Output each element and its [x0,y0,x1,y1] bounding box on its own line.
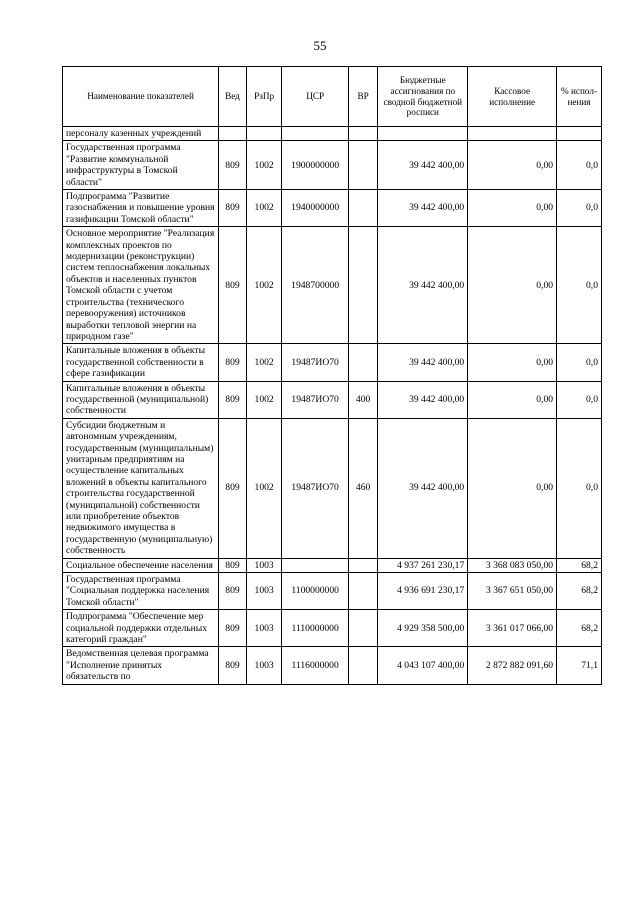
row-ved: 809 [219,141,247,190]
row-csr: 1900000000 [282,141,348,190]
table-row [63,190,602,227]
header-percent: % испол-нения [557,67,602,127]
row-csr [282,558,348,572]
table-row [63,558,602,572]
row-budget [378,127,468,141]
row-ved [219,127,247,141]
row-rzpr: 1002 [246,141,282,190]
row-percent: 0,0 [557,381,602,418]
row-ved: 809 [219,381,247,418]
row-csr: 1948700000 [282,227,348,344]
row-csr: 1100000000 [282,573,348,610]
row-csr: 19487ИО70 [282,344,348,381]
row-rzpr: 1002 [246,227,282,344]
row-cash: 0,00 [468,141,557,190]
header-rzpr: РзПр [246,67,282,127]
row-vr [348,141,378,190]
row-percent [557,127,602,141]
row-rzpr: 1003 [246,610,282,647]
row-csr [282,127,348,141]
row-cash: 0,00 [468,381,557,418]
row-ved: 809 [219,227,247,344]
row-csr: 19487ИО70 [282,418,348,558]
row-ved: 809 [219,344,247,381]
row-rzpr: 1003 [246,647,282,684]
header-csr: ЦСР [282,67,348,127]
row-percent: 0,0 [557,418,602,558]
table-row [63,418,602,558]
row-percent: 0,0 [557,344,602,381]
table-row [63,141,602,190]
row-rzpr: 1003 [246,558,282,572]
header-budget: Бюджетные ассигнования по сводной бюджетной росписи [378,67,468,127]
row-name: Капитальные вложения в объекты государственной (муниципальной) собственности [63,381,219,418]
row-vr [348,190,378,227]
row-rzpr: 1002 [246,381,282,418]
budget-execution-table [62,66,602,685]
table-header-row [63,67,602,127]
row-ved: 809 [219,610,247,647]
row-percent: 0,0 [557,141,602,190]
row-csr: 19487ИО70 [282,381,348,418]
table-row [63,227,602,344]
header-vr: ВР [348,67,378,127]
row-budget: 39 442 400,00 [378,227,468,344]
row-budget: 39 442 400,00 [378,344,468,381]
row-percent: 68,2 [557,558,602,572]
row-name: Субсидии бюджетным и автономным учреждениям, государственным (муниципальным) унитарным предприятиям на осуществление капитальных вложений в объекты капитального строительства государственной (муниципальной) собственности или приобретение объектов недвижимого имущества в государственную (муниципальную) собственность [63,418,219,558]
row-ved: 809 [219,558,247,572]
row-name: Подпрограмма "Развитие газоснабжения и повышение уровня газификации Томской области" [63,190,219,227]
row-cash: 0,00 [468,418,557,558]
row-name: персоналу казенных учреждений [63,127,219,141]
row-percent: 68,2 [557,573,602,610]
row-ved: 809 [219,190,247,227]
row-name: Государственная программа "Социальная поддержка населения Томской области" [63,573,219,610]
table-body [63,127,602,685]
row-rzpr: 1002 [246,344,282,381]
row-budget: 4 936 691 230,17 [378,573,468,610]
row-percent: 71,1 [557,647,602,684]
row-budget: 4 937 261 230,17 [378,558,468,572]
row-budget: 4 929 358 500,00 [378,610,468,647]
row-vr [348,610,378,647]
row-vr [348,127,378,141]
row-name: Государственная программа "Развитие коммунальной инфраструктуры в Томской области" [63,141,219,190]
row-budget: 4 043 107 400,00 [378,647,468,684]
page-number: 55 [313,38,327,53]
row-budget: 39 442 400,00 [378,141,468,190]
row-vr: 460 [348,418,378,558]
row-ved: 809 [219,418,247,558]
row-vr [348,558,378,572]
row-name: Социальное обеспечение населения [63,558,219,572]
table-row [63,344,602,381]
row-vr [348,227,378,344]
table-row [63,381,602,418]
header-ved: Вед [219,67,247,127]
row-rzpr: 1002 [246,190,282,227]
row-vr [348,344,378,381]
row-budget: 39 442 400,00 [378,190,468,227]
row-vr: 400 [348,381,378,418]
row-cash: 2 872 882 091,60 [468,647,557,684]
row-name: Подпрограмма "Обеспечение мер социальной поддержки отдельных категорий граждан" [63,610,219,647]
row-cash: 0,00 [468,344,557,381]
row-cash [468,127,557,141]
header-cash: Кассовое исполнение [468,67,557,127]
row-name: Ведомственная целевая программа "Исполнение принятых обязательств по [63,647,219,684]
row-csr: 1940000000 [282,190,348,227]
table-row [63,127,602,141]
row-budget: 39 442 400,00 [378,381,468,418]
row-rzpr: 1002 [246,418,282,558]
row-rzpr [246,127,282,141]
row-cash: 3 368 083 050,00 [468,558,557,572]
row-cash: 3 367 651 050,00 [468,573,557,610]
table-row [63,647,602,684]
table-row [63,573,602,610]
row-budget: 39 442 400,00 [378,418,468,558]
table-row [63,610,602,647]
row-vr [348,647,378,684]
row-ved: 809 [219,647,247,684]
row-percent: 0,0 [557,227,602,344]
row-ved: 809 [219,573,247,610]
row-name: Капитальные вложения в объекты государственной собственности в сфере газификации [63,344,219,381]
row-cash: 0,00 [468,190,557,227]
row-rzpr: 1003 [246,573,282,610]
row-percent: 68,2 [557,610,602,647]
row-cash: 0,00 [468,227,557,344]
row-csr: 1116000000 [282,647,348,684]
row-percent: 0,0 [557,190,602,227]
row-name: Основное мероприятие "Реализация комплексных проектов по модернизации (реконструкции) систем теплоснабжения локальных объектов и населенных пунктов Томской области с учетом строительства (технического перевооружения) источников выработки тепловой энергии на природном газе" [63,227,219,344]
row-csr: 1110000000 [282,610,348,647]
row-vr [348,573,378,610]
header-name: Наименование показателей [63,67,219,127]
row-cash: 3 361 017 066,00 [468,610,557,647]
